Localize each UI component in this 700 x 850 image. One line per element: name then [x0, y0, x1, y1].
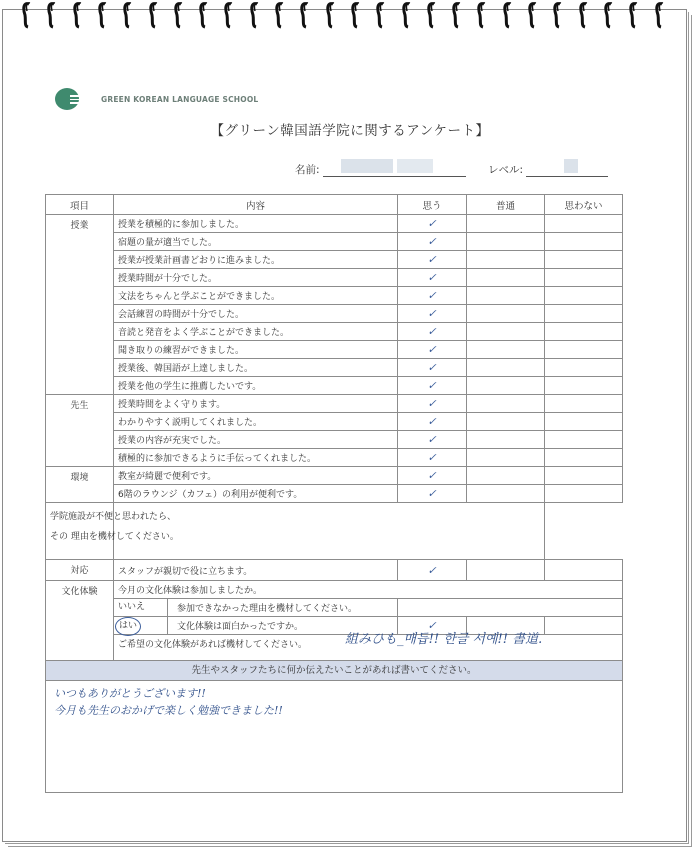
question-text: 積極的に参加できるように手伝ってくれました。: [114, 449, 398, 467]
spiral-ring-icon: [47, 1, 56, 27]
culture-question: 今月の文化体験は参加しましたか。: [114, 581, 623, 599]
answer-disagree-cell[interactable]: [545, 485, 623, 503]
culture-yes-prompt: 文化体験は面白かったですか。: [177, 622, 304, 632]
table-row: [46, 251, 623, 269]
answer-neutral-cell[interactable]: [467, 449, 545, 467]
spiral-ring-icon: [579, 1, 588, 27]
spiral-ring-icon: [149, 1, 158, 27]
answer-disagree-cell[interactable]: [545, 377, 623, 395]
answer-neutral-cell[interactable]: [467, 485, 545, 503]
culture-wish-handwritten: 組みひも_매듭!! 한글 서예!! 書道.: [345, 632, 543, 647]
culture-option-yes[interactable]: [114, 617, 168, 634]
question-text: 授業後、韓国語が上達しました。: [114, 359, 398, 377]
answer-neutral-cell[interactable]: [467, 233, 545, 251]
level-field[interactable]: [488, 162, 608, 177]
header-neutral: 普通: [467, 195, 545, 215]
check-mark-icon: ✓: [427, 415, 437, 428]
answer-agree-cell[interactable]: [398, 323, 467, 341]
feedback-line-1: いつもありがとうございます!!: [54, 687, 206, 700]
table-row: [46, 395, 623, 413]
survey-table: [45, 194, 623, 666]
culture-no-answer[interactable]: [398, 599, 623, 617]
name-field[interactable]: [295, 162, 466, 177]
check-mark-icon: ✓: [427, 379, 437, 392]
question-text: 音読と発音をよく学ぶことができました。: [114, 323, 398, 341]
culture-wish-prompt: ご希望の文化体験があれば機材してください。: [114, 635, 623, 666]
question-text: 授業の内容が充実でした。: [114, 431, 398, 449]
category-culture: 文化体験: [46, 581, 114, 666]
table-row: [46, 215, 623, 233]
answer-neutral-cell[interactable]: [467, 467, 545, 485]
answer-agree-cell[interactable]: [398, 269, 467, 287]
spiral-ring-icon: [199, 1, 208, 27]
spiral-ring-icon: [528, 1, 537, 27]
answer-neutral-cell[interactable]: [467, 377, 545, 395]
answer-neutral-cell[interactable]: [467, 215, 545, 233]
check-mark-icon: ✓: [427, 217, 437, 230]
check-mark-icon: ✓: [427, 307, 437, 320]
name-label: 名前:: [295, 164, 320, 176]
spiral-ring-icon: [22, 1, 31, 27]
question-text: 6階のラウンジ（カフェ）の利用が便利です。: [114, 485, 398, 503]
feedback-body[interactable]: [46, 681, 622, 723]
spiral-ring-icon: [477, 1, 486, 27]
selected-circle-mark: はい: [115, 617, 141, 636]
check-mark-icon: ✓: [427, 253, 437, 266]
answer-agree-cell[interactable]: [398, 431, 467, 449]
environment-free-text-row: [46, 503, 623, 560]
spiral-ring-icon: [224, 1, 233, 27]
spiral-ring-icon: [174, 1, 183, 27]
spiral-ring-icon: [604, 1, 613, 27]
spiral-ring-icon: [98, 1, 107, 27]
check-mark-icon: ✓: [427, 325, 437, 338]
table-header-row: [46, 195, 623, 215]
question-text: 教室が綺麗で便利です。: [114, 467, 398, 485]
survey-title: 【グリーン韓国語学院に関するアンケート】: [210, 123, 490, 139]
question-text: 授業が授業計画書どおりに進みました。: [114, 251, 398, 269]
answer-disagree-cell[interactable]: [545, 233, 623, 251]
check-mark-icon: ✓: [427, 469, 437, 482]
check-mark-icon: ✓: [427, 343, 437, 356]
table-row: [46, 341, 623, 359]
spiral-ring-icon: [655, 1, 664, 27]
table-row: [46, 233, 623, 251]
check-mark-icon: ✓: [427, 271, 437, 284]
culture-no-prompt: 参加できなかった理由を機材してください。: [177, 604, 358, 614]
question-text: 授業時間が十分でした。: [114, 269, 398, 287]
check-mark-icon: ✓: [427, 563, 437, 577]
question-text: わかりやすく説明してくれました。: [114, 413, 398, 431]
answer-disagree-cell[interactable]: [545, 287, 623, 305]
table-row: [46, 305, 623, 323]
answer-neutral-cell[interactable]: [467, 323, 545, 341]
answer-agree-cell[interactable]: [398, 560, 467, 581]
answer-agree-cell[interactable]: [398, 359, 467, 377]
answer-disagree-cell[interactable]: [545, 467, 623, 485]
check-mark-icon: ✓: [427, 433, 437, 446]
table-row: [46, 485, 623, 503]
question-text: 授業を積極的に参加しました。: [114, 215, 398, 233]
logo-mark-icon: [55, 88, 83, 110]
answer-neutral-cell[interactable]: [467, 431, 545, 449]
table-row: [46, 359, 623, 377]
answer-disagree-cell[interactable]: [545, 413, 623, 431]
header-disagree: 思わない: [545, 195, 623, 215]
category-class: 授業: [46, 215, 114, 395]
answer-neutral-cell[interactable]: [467, 287, 545, 305]
answer-disagree-cell[interactable]: [545, 251, 623, 269]
answer-disagree-cell[interactable]: [545, 560, 623, 581]
question-text: 文法をちゃんと学ぶことができました。: [114, 287, 398, 305]
culture-no-row: [46, 599, 623, 617]
answer-agree-cell[interactable]: [398, 251, 467, 269]
table-row: [46, 560, 623, 581]
spiral-ring-icon: [376, 1, 385, 27]
table-row: [46, 467, 623, 485]
answer-agree-cell[interactable]: [398, 449, 467, 467]
answer-disagree-cell[interactable]: [545, 269, 623, 287]
spiral-ring-icon: [427, 1, 436, 27]
spiral-ring-icon: [326, 1, 335, 27]
table-row: [46, 377, 623, 395]
spiral-ring-icon: [452, 1, 461, 27]
answer-agree-cell[interactable]: [398, 467, 467, 485]
check-mark-icon: ✓: [427, 235, 437, 248]
question-text: 授業を他の学生に推薦したいです。: [114, 377, 398, 395]
answer-neutral-cell[interactable]: [467, 341, 545, 359]
environment-free-text-answer[interactable]: [114, 503, 545, 560]
answer-disagree-cell[interactable]: [545, 215, 623, 233]
answer-neutral-cell[interactable]: [467, 269, 545, 287]
answer-disagree-cell[interactable]: [545, 449, 623, 467]
answer-agree-cell[interactable]: [398, 215, 467, 233]
check-mark-icon: ✓: [427, 397, 437, 410]
question-text: 宿題の量が適当でした。: [114, 233, 398, 251]
answer-agree-cell[interactable]: [398, 305, 467, 323]
answer-disagree-cell[interactable]: [545, 359, 623, 377]
question-text: 会話練習の時間が十分でした。: [114, 305, 398, 323]
check-mark-icon: ✓: [427, 487, 437, 500]
table-row: [46, 287, 623, 305]
answer-agree-cell[interactable]: [398, 395, 467, 413]
spiral-ring-icon: [351, 1, 360, 27]
answer-neutral-cell[interactable]: [467, 560, 545, 581]
answer-agree-cell[interactable]: [398, 287, 467, 305]
spiral-ring-icon: [629, 1, 638, 27]
category-teacher: 先生: [46, 395, 114, 467]
table-row: [46, 269, 623, 287]
answer-disagree-cell[interactable]: [545, 395, 623, 413]
header-category: 項目: [46, 195, 114, 215]
answer-neutral-cell[interactable]: [467, 359, 545, 377]
answer-neutral-cell[interactable]: [467, 395, 545, 413]
table-row: [46, 323, 623, 341]
answer-agree-cell[interactable]: [398, 341, 467, 359]
feedback-box[interactable]: [45, 660, 623, 793]
answer-agree-cell[interactable]: [398, 413, 467, 431]
spiral-ring-icon: [275, 1, 284, 27]
answer-agree-cell[interactable]: [398, 485, 467, 503]
table-row: [46, 449, 623, 467]
spiral-ring-icon: [503, 1, 512, 27]
feedback-line-2: 今月も先生のおかげで楽しく勉強できました!!: [54, 704, 283, 717]
table-row: [46, 431, 623, 449]
answer-agree-cell[interactable]: [398, 377, 467, 395]
answer-neutral-cell[interactable]: [467, 251, 545, 269]
category-environment: 環境: [46, 467, 114, 503]
header-agree: 思う: [398, 195, 467, 215]
answer-disagree-cell[interactable]: [545, 323, 623, 341]
check-mark-icon: ✓: [427, 361, 437, 374]
category-service: 対応: [46, 560, 114, 581]
answer-neutral-cell[interactable]: [467, 305, 545, 323]
question-text: スタッフが親切で役に立ちます。: [114, 560, 398, 581]
culture-yes-disagree-cell[interactable]: [545, 617, 623, 635]
spiral-ring-icon: [123, 1, 132, 27]
question-text: 聞き取りの練習ができました。: [114, 341, 398, 359]
question-text: 授業時間をよく守ります。: [114, 395, 398, 413]
level-value-redacted: [526, 165, 608, 177]
spiral-ring-icon: [553, 1, 562, 27]
spiral-binding: [0, 0, 700, 32]
answer-disagree-cell[interactable]: [545, 305, 623, 323]
answer-disagree-cell[interactable]: [545, 431, 623, 449]
answer-disagree-cell[interactable]: [545, 341, 623, 359]
culture-option-no[interactable]: いいえ: [114, 599, 168, 616]
check-mark-icon: ✓: [427, 619, 437, 632]
answer-agree-cell[interactable]: [398, 233, 467, 251]
culture-question-row: [46, 581, 623, 599]
spiral-ring-icon: [73, 1, 82, 27]
spiral-ring-icon: [402, 1, 411, 27]
check-mark-icon: ✓: [427, 451, 437, 464]
school-logo: [55, 88, 258, 110]
environment-free-text-prompt: 学院施設が不便と思われたら、 その 理由を機材してください。: [46, 503, 114, 560]
spiral-ring-icon: [250, 1, 259, 27]
header-content: 内容: [114, 195, 398, 215]
level-label: レベル:: [488, 164, 524, 176]
check-mark-icon: ✓: [427, 289, 437, 302]
logo-text: GREEN KOREAN LANGUAGE SCHOOL: [101, 94, 259, 104]
feedback-header: 先生やスタッフたちに何か伝えたいことがあれば書いてください。: [46, 660, 622, 681]
table-row: [46, 413, 623, 431]
name-value-redacted: [323, 165, 466, 177]
spiral-ring-icon: [300, 1, 309, 27]
answer-neutral-cell[interactable]: [467, 413, 545, 431]
